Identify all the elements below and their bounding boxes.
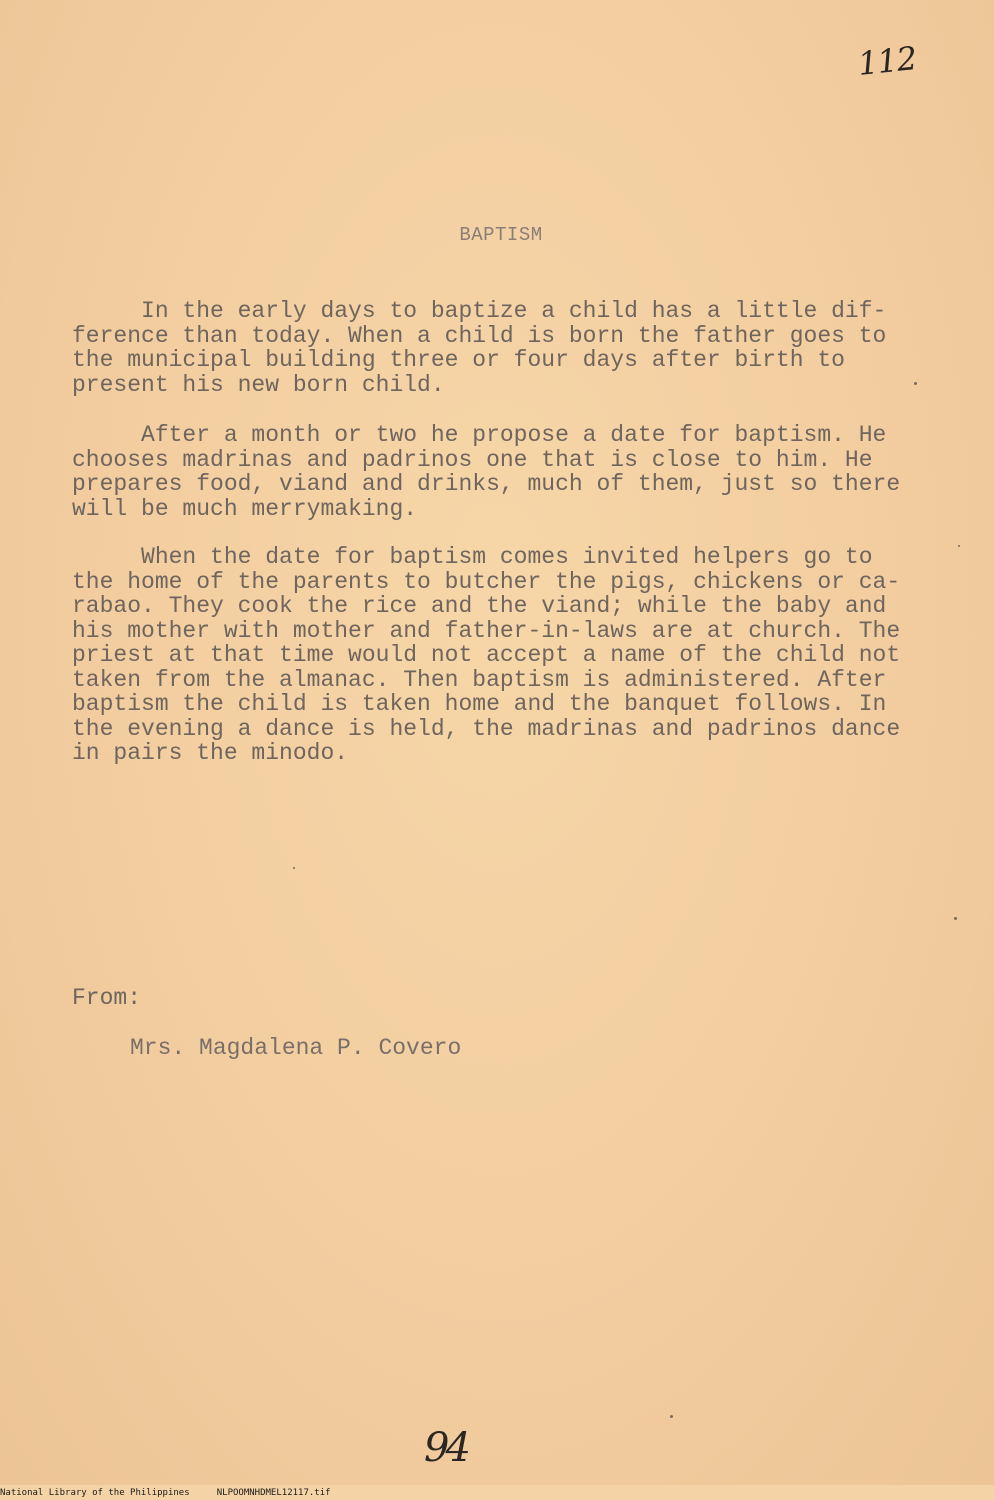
paragraph-3: When the date for baptism comes invited helpers go to the home of the parents to butcher the pigs, chickens or ca- rabao. They cook the rice and the viand; while the baby and his mother with mother and father-in-laws are at church. The priest at that time would not accept a name of the child not taken from the almanac. Then baptism is administered. After baptism the child is taken home and the banquet follows. In the evening a dance is held, the madrinas and padrinos dance in pairs the minodo. — [72, 544, 901, 766]
handwritten-page-number: 112 — [856, 39, 918, 83]
author-name: Mrs. Magdalena P. Covero — [130, 1035, 462, 1061]
document-title — [0, 224, 994, 246]
from-label: From: — [72, 985, 142, 1011]
paper-speck — [670, 1415, 673, 1418]
paper-speck — [293, 867, 295, 869]
footer-library: National Library of the Philippines — [0, 1488, 190, 1498]
paper-speck — [958, 545, 960, 547]
paragraph-2: After a month or two he propose a date for baptism. He chooses madrinas and padrinos one that is close to him. He prepares food, viand and drinks, much of them, just so there will be much merrymaking. — [72, 422, 901, 522]
handwritten-bottom-mark: 94 — [424, 1425, 467, 1471]
paper-speck — [954, 917, 957, 920]
footer-caption — [0, 1488, 331, 1498]
footer-filename: NLPOOMNHDMEL12117.tif — [216, 1488, 331, 1498]
paragraph-1: In the early days to baptize a child has a little dif- ference than today. When a child is born the father goes to the municipal building three or four days after birth to present his new born child. — [72, 298, 887, 398]
paper-speck — [914, 382, 917, 385]
title-text: BAPTISM — [459, 224, 543, 246]
